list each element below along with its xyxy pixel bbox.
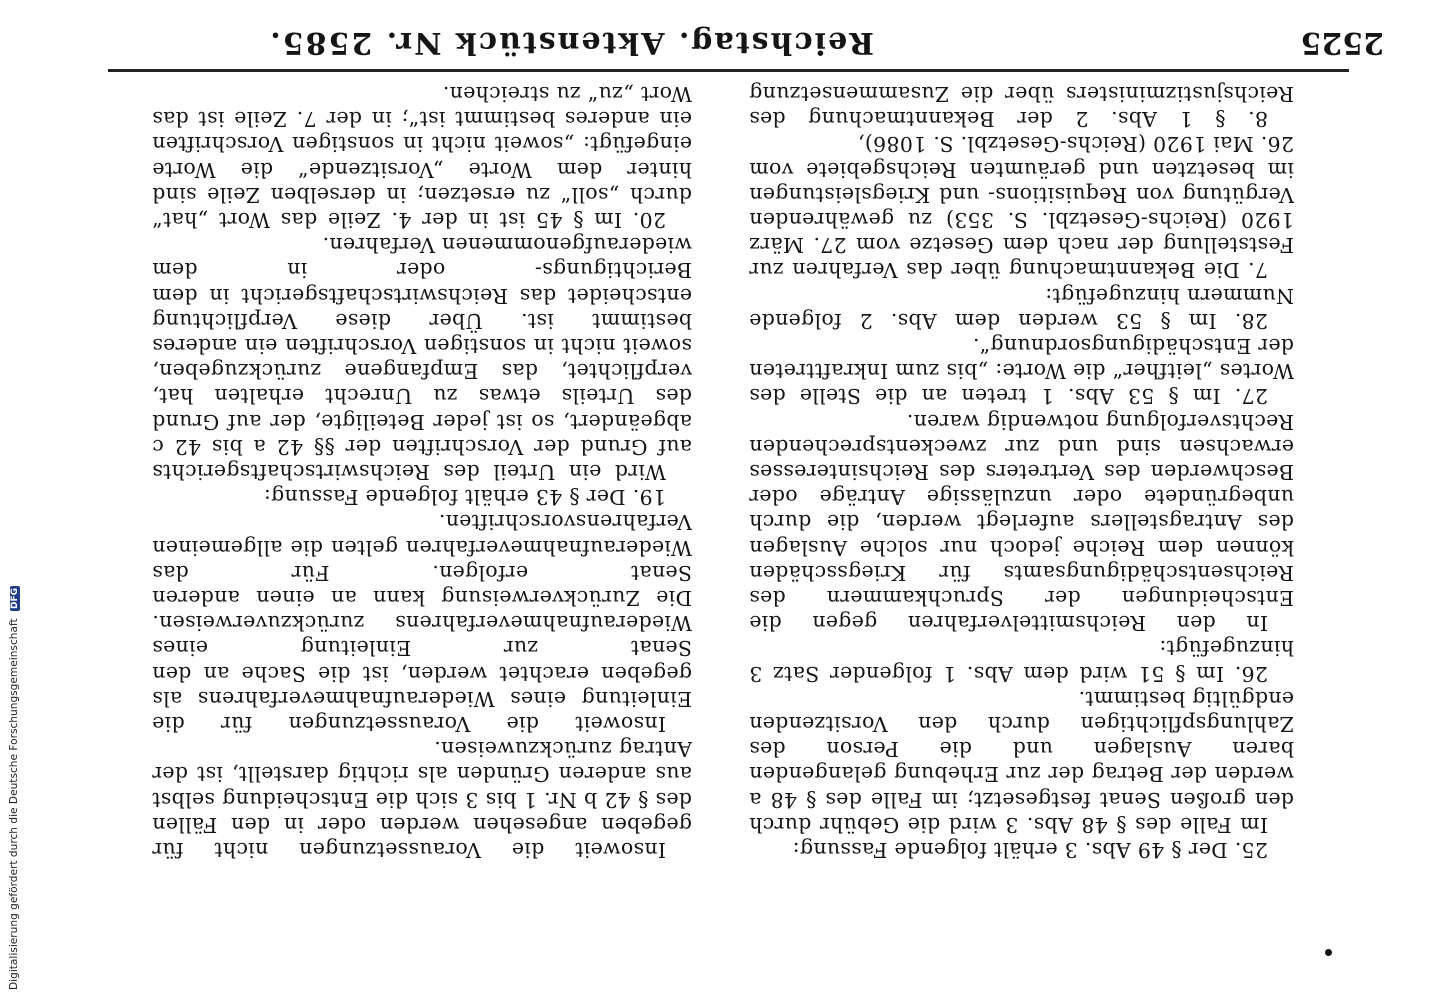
heading-left: Reichstag. [676,25,874,60]
left-column [749,80,1294,862]
paragraph: Insoweit die Voraussetzungen nicht für gegeben angesehen werden oder in den Fällen des § 42 b Nr. 1 bis 3 sich die Entscheidung selbst aus anderen Gründen als richtig darstellt, ist der Antrag zurückzuweisen. [152,737,692,862]
paragraph: In den Reichsmittelverfahren gegen die Entscheidungen der Spruchkammern des Reichsentschädigungsamts für Kriegsschäden können dem Reiche jedoch nur solche Auslagen des Antragstellers auferlegt werden, die durch unbegründete oder unzulässige Anträge oder Beschwerden des Vertreters des Reichsinteresses erwachsen sind und zur zweckentsprechenden Rechtsverfolgung notwendig waren. [749,409,1294,636]
paragraph: 26. Im § 51 wird dem Abs. 1 folgender Satz 3 hinzugefügt: [749,636,1294,686]
paragraph: 28. Im § 53 werden dem Abs. 2 folgende Nummern hinzugefügt: [749,283,1294,333]
dfg-logo: DFG [10,587,20,609]
heading-document-number: Aktenstück Nr. 2585. [268,25,665,60]
paragraph: 7. Die Bekanntmachung über das Verfahren zur Feststellung der nach dem Gesetze vom 27. März 1920 (Reichs-Gesetzbl. S. 353) zu gewährenden Vergütung von Requisitions- und Kriegsleistungen im besetzten und geräumten Reichsgebiete vom 26. Mai 1920 (Reichs-Gesetzbl. S. 1086), [749,132,1294,283]
right-column [152,80,692,862]
page-number: 2525 [1300,25,1384,60]
paragraph: Wird ein Urteil des Reichswirtschaftsgerichts auf Grund der Vorschriften der §§ 42 a bis 42 c abgeändert, so ist jeder Beteiligte, der auf Grund des Urteils etwas zu Unrecht erhalten hat, verpflichtet, das Empfangene zurückzugeben, soweit nicht in sonstigen Vorschriften ein anderes bestimmt ist. Über diese Verpflichtung entscheidet das Reichswirtschaftsgericht in dem Berichtigungs- oder in dem wiederaufgenommenen Verfahren. [152,233,692,484]
header-rule [108,69,1349,72]
paragraph: Insoweit die Voraussetzungen für die Einleitung eines Wiederaufnahmeverfahrens als gegeben erachtet werden, ist die Sache an den Senat zur Einleitung eines Wiederaufnahmeverfahrens zurückzuverweisen. Die Zurückverweisung kann an einen anderen Senat erfolgen. Für das Wiederaufnahmeverfahren gelten die allgemeinen Verfahrensvorschriften. [152,510,692,736]
paragraph: 20. Im § 45 ist in der 4. Zeile das Wort „hat“ durch „soll“ zu ersetzen; in derselben Zeile sind hinter dem Worte „Vorsitzende“ die Worte eingefügt: „soweit nicht in sonstigen Vorschriften ein anderes bestimmt ist“; in der 7. Zeile ist das Wort „zu“ zu streichen. [152,81,692,232]
paragraph: 19. Der § 43 erhält folgende Fassung: [263,485,666,510]
funding-note [8,586,20,990]
paragraph: 27. Im § 53 Abs. 1 treten an die Stelle des Wortes „leitfher“ die Worte: „bis zum Inkrafttreten der Entschädigungsordnung“. [749,333,1294,409]
paragraph: 8. § 1 Abs. 2 der Bekanntmachung des Reichsjustizministers über die Zusammensetzung [749,81,1294,132]
paragraph: 25. Der § 49 Abs. 3 erhält folgende Fassung: [792,838,1268,862]
paragraph [152,80,692,81]
ink-dot [1325,949,1332,956]
funding-note-text: Digitalisierung gefördert durch die Deutsche Forschungsgemeinschaft [8,618,20,990]
paragraph: Im Falle des § 48 Abs. 3 wird die Gebühr durch den großen Senat festgesetzt; im Falle des § 48 a werden der Betrag der zur Erhebung gelangenden baren Auslagen und die Person des Zahlungspflichtigen durch den Vorsitzenden endgültig bestimmt. [749,686,1294,837]
page-heading [268,10,874,60]
